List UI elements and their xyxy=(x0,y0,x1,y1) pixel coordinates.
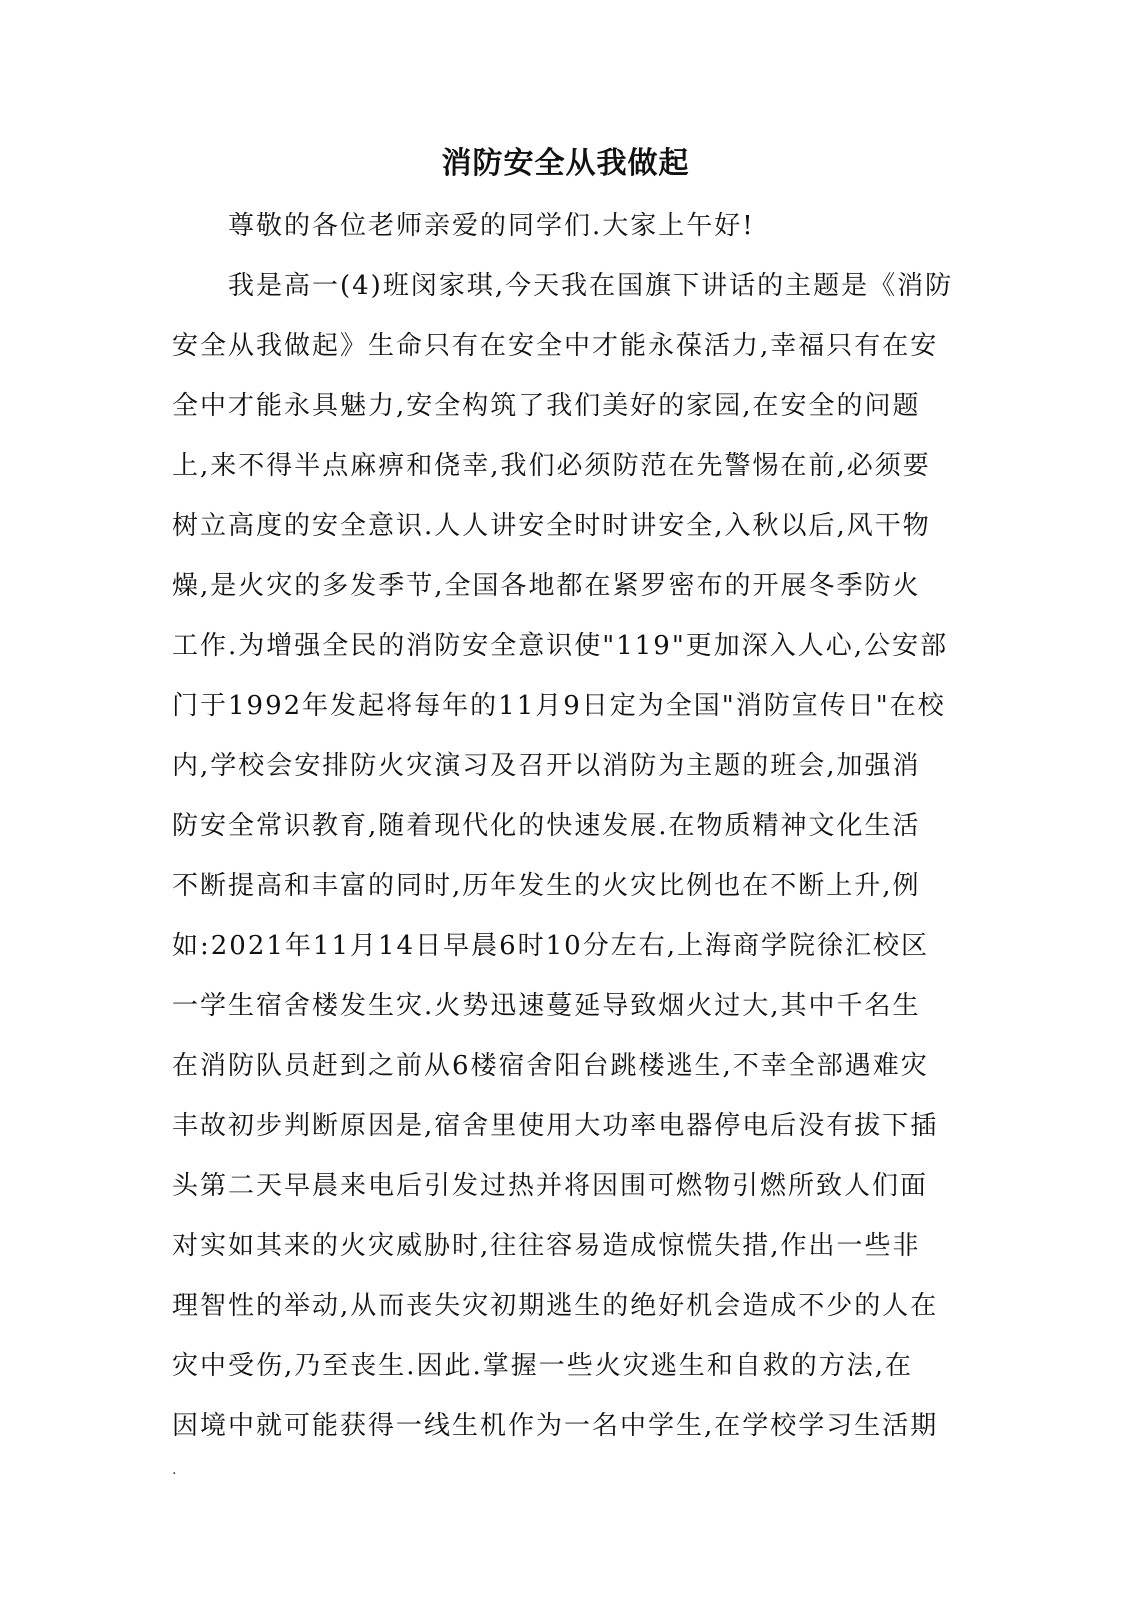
body-line: 防安全常识教育,随着现代化的快速发展.在物质精神文化生活 xyxy=(172,811,921,841)
document-title: 消防安全从我做起 xyxy=(441,146,690,181)
body-line: 我是高一(4)班闵家琪,今天我在国旗下讲话的主题是《消防 xyxy=(228,271,954,301)
body-line: 树立高度的安全意识.人人讲安全时时讲安全,入秋以后,风干物 xyxy=(172,511,931,541)
body-line: 丰故初步判断原因是,宿舍里使用大功率电器停电后没有拔下插 xyxy=(172,1111,939,1141)
body-line: 门于1992年发起将每年的11月9日定为全国"消防宣传日"在校 xyxy=(172,691,946,721)
body-line: 全中才能永具魅力,安全构筑了我们美好的家园,在安全的问题 xyxy=(172,391,921,421)
body-line: 内,学校会安排防火灾演习及召开以消防为主题的班会,加强消 xyxy=(172,751,921,781)
body-line: 上,来不得半点麻痹和侥幸,我们必须防范在先警惕在前,必须要 xyxy=(172,451,931,481)
body-line: 灾中受伤,乃至丧生.因此.掌握一些火灾逃生和自救的方法,在 xyxy=(172,1351,914,1381)
body-line: 理智性的举动,从而丧失灾初期逃生的绝好机会造成不少的人在 xyxy=(172,1291,939,1321)
body-line: 一学生宿舍楼发生灾.火势迅速蔓延导致烟火过大,其中千名生 xyxy=(172,991,921,1021)
greeting-line: 尊敬的各位老师亲爱的同学们.大家上午好! xyxy=(228,211,755,241)
footer-mark: . xyxy=(172,1462,177,1478)
body-line: 如:2021年11月14日早晨6时10分左右,上海商学院徐汇校区 xyxy=(172,931,929,961)
speech-body xyxy=(172,264,962,1464)
body-line: 对实如其来的火灾威胁时,往往容易造成惊慌失措,作出一些非 xyxy=(172,1231,921,1261)
body-line: 头第二天早晨来电后引发过热并将因围可燃物引燃所致人们面 xyxy=(172,1171,929,1201)
body-line: 安全从我做起》生命只有在安全中才能永葆活力,幸福只有在安 xyxy=(172,331,939,361)
body-line: 在消防队员赶到之前从6楼宿舍阳台跳楼逃生,不幸全部遇难灾 xyxy=(172,1051,929,1081)
body-line: 不断提高和丰富的同时,历年发生的火灾比例也在不断上升,例 xyxy=(172,871,921,901)
body-line: 工作.为增强全民的消防安全意识使"119"更加深入人心,公安部 xyxy=(172,631,949,661)
body-line: 燥,是火灾的多发季节,全国各地都在紧罗密布的开展冬季防火 xyxy=(172,571,921,601)
body-line: 因境中就可能获得一线生机作为一名中学生,在学校学习生活期 xyxy=(172,1411,939,1441)
